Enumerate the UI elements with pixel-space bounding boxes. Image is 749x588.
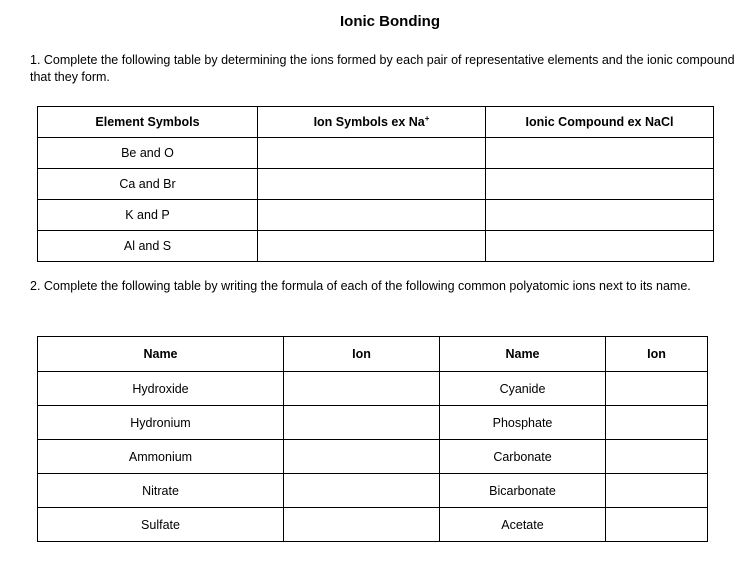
table-row xyxy=(38,138,714,169)
ion-formula-answer-cell[interactable] xyxy=(606,508,708,542)
header-name-right: Name xyxy=(440,337,606,372)
question-1-instruction: 1. Complete the following table by determining the ions formed by each pair of representative elements and the ionic compound that they form. xyxy=(30,53,735,84)
header-element-symbols: Element Symbols xyxy=(38,107,258,138)
table-row xyxy=(38,200,714,231)
table-row xyxy=(38,474,708,508)
table-row xyxy=(38,440,708,474)
ionic-compound-answer-cell[interactable] xyxy=(486,169,714,200)
ion-name-cell: Hydroxide xyxy=(38,372,284,406)
element-pair-cell: Ca and Br xyxy=(38,169,258,200)
ion-formula-answer-cell[interactable] xyxy=(284,508,440,542)
ion-symbols-answer-cell[interactable] xyxy=(258,200,486,231)
header-ion-symbols: Ion Symbols ex Na+ xyxy=(258,107,486,138)
ion-formula-answer-cell[interactable] xyxy=(284,440,440,474)
ion-formula-answer-cell[interactable] xyxy=(606,440,708,474)
ionic-compound-answer-cell[interactable] xyxy=(486,138,714,169)
header-ionic-compound: Ionic Compound ex NaCl xyxy=(486,107,714,138)
table-row xyxy=(38,169,714,200)
ion-name-cell: Hydronium xyxy=(38,406,284,440)
element-pair-cell: Be and O xyxy=(38,138,258,169)
element-pair-cell: Al and S xyxy=(38,231,258,262)
ion-formula-answer-cell[interactable] xyxy=(606,406,708,440)
ion-name-cell: Carbonate xyxy=(440,440,606,474)
ion-symbols-answer-cell[interactable] xyxy=(258,138,486,169)
table-row xyxy=(38,406,708,440)
polyatomic-ions-table xyxy=(37,336,708,542)
table-row xyxy=(38,508,708,542)
header-ion-left: Ion xyxy=(284,337,440,372)
ion-symbols-answer-cell[interactable] xyxy=(258,169,486,200)
ion-name-cell: Acetate xyxy=(440,508,606,542)
table-header-row xyxy=(38,107,714,138)
ion-formula-answer-cell[interactable] xyxy=(606,474,708,508)
ion-formula-answer-cell[interactable] xyxy=(284,406,440,440)
ion-name-cell: Bicarbonate xyxy=(440,474,606,508)
ion-name-cell: Ammonium xyxy=(38,440,284,474)
ionic-compound-answer-cell[interactable] xyxy=(486,231,714,262)
ion-formula-answer-cell[interactable] xyxy=(284,372,440,406)
ion-formula-answer-cell[interactable] xyxy=(284,474,440,508)
ion-name-cell: Phosphate xyxy=(440,406,606,440)
ion-name-cell: Sulfate xyxy=(38,508,284,542)
question-2-instruction: 2. Complete the following table by writing the formula of each of the following common polyatomic ions next to its name. xyxy=(30,279,691,293)
page-title: Ionic Bonding xyxy=(340,13,440,30)
header-ion-right: Ion xyxy=(606,337,708,372)
table-header-row xyxy=(38,337,708,372)
ionic-compound-table xyxy=(37,106,714,262)
ion-name-cell: Nitrate xyxy=(38,474,284,508)
ion-name-cell: Cyanide xyxy=(440,372,606,406)
ion-formula-answer-cell[interactable] xyxy=(606,372,708,406)
ion-symbols-answer-cell[interactable] xyxy=(258,231,486,262)
element-pair-cell: K and P xyxy=(38,200,258,231)
table-row xyxy=(38,231,714,262)
header-name-left: Name xyxy=(38,337,284,372)
ionic-compound-answer-cell[interactable] xyxy=(486,200,714,231)
table-row xyxy=(38,372,708,406)
